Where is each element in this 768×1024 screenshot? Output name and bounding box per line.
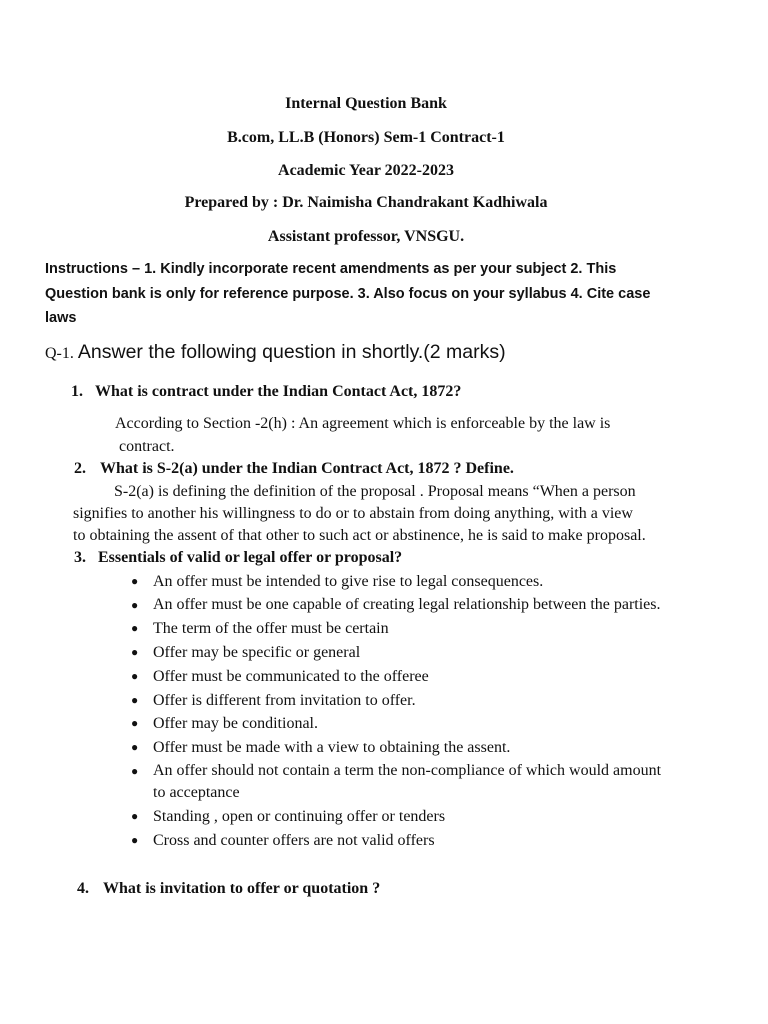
section-title: Answer the following question in shortly.(2 marks) — [77, 341, 506, 363]
question-3 — [74, 548, 402, 568]
essentials-list — [131, 570, 691, 853]
list-item: ● Offer may be conditional. — [131, 712, 691, 736]
bullet-icon: ● — [131, 809, 139, 824]
answer-1-line-1: According to Section -2(h) : An agreement which is enforceable by the law is — [115, 415, 611, 432]
bullet-icon: ● — [131, 716, 139, 731]
list-item: ● The term of the offer must be certain — [131, 617, 691, 641]
list-item: ● Offer must be made with a view to obtaining the assent. — [131, 736, 691, 760]
bullet-icon: ● — [131, 645, 139, 660]
bullet-icon: ● — [131, 739, 139, 754]
bullet-icon: ● — [131, 833, 139, 847]
answer-2-line-3: to obtaining the assent of that other to such act or abstinence, he is said to make proposal. — [73, 527, 646, 544]
question-2 — [74, 459, 514, 479]
answer-2-line-2: signifies to another his willingness to do or to abstain from doing anything, with a view — [73, 505, 633, 522]
answer-1-line-2: contract. — [119, 438, 175, 455]
question-1 — [71, 382, 461, 402]
question-number: 2. — [74, 460, 86, 477]
question-number: 1. — [71, 383, 83, 400]
designation: Assistant professor, VNSGU. — [267, 228, 465, 245]
list-item: ● Offer is different from invitation to offer. — [131, 689, 691, 713]
bullet-icon: ● — [131, 668, 139, 683]
list-item: ● Offer may be specific or general — [131, 641, 691, 665]
list-item: ● Standing , open or continuing offer or tenders — [131, 805, 691, 829]
instructions-line-2: Question bank is only for reference purpose. 3. Also focus on your syllabus 4. Cite case — [45, 285, 651, 302]
instructions — [45, 257, 735, 331]
bullet-icon: ● — [131, 621, 139, 636]
bullet-icon: ● — [131, 574, 139, 588]
bullet-icon: ● — [131, 763, 139, 778]
section-prefix: Q-1. — [45, 345, 74, 362]
question-text: What is S-2(a) under the Indian Contract Act, 1872 ? Define. — [100, 460, 514, 477]
question-text: What is contract under the Indian Contact Act, 1872? — [95, 383, 462, 400]
bullet-icon: ● — [131, 597, 139, 612]
academic-year: Academic Year 2022-2023 — [278, 162, 454, 179]
list-item: ● Cross and counter offers are not valid offers — [131, 829, 691, 853]
answer-2-line-1: S-2(a) is defining the definition of the proposal . Proposal means “When a person — [114, 483, 636, 500]
doc-title: Internal Question Bank — [285, 95, 447, 112]
list-item: ● An offer must be one capable of creating legal relationship between the parties. — [131, 594, 691, 616]
list-item: ● An offer should not contain a term the non-compliance of which would amount to acceptance — [131, 761, 662, 801]
list-item: ● Offer must be communicated to the offeree — [131, 665, 691, 689]
instructions-line-3: laws — [45, 310, 77, 326]
course-line: B.com, LL.B (Honors) Sem-1 Contract-1 — [227, 129, 505, 146]
question-text: What is invitation to offer or quotation ? — [103, 880, 381, 897]
question-4 — [77, 879, 380, 899]
list-item: ● An offer must be intended to give rise to legal consequences. — [131, 570, 691, 594]
question-number: 3. — [74, 549, 86, 566]
prepared-by: Prepared by : Dr. Naimisha Chandrakant Kadhiwala — [184, 194, 548, 211]
bullet-icon: ● — [131, 692, 139, 707]
question-text: Essentials of valid or legal offer or proposal? — [98, 549, 403, 566]
question-number: 4. — [77, 880, 89, 897]
instructions-line-1: Instructions – 1. Kindly incorporate recent amendments as per your subject 2. This — [45, 261, 617, 277]
section-heading — [45, 341, 506, 364]
